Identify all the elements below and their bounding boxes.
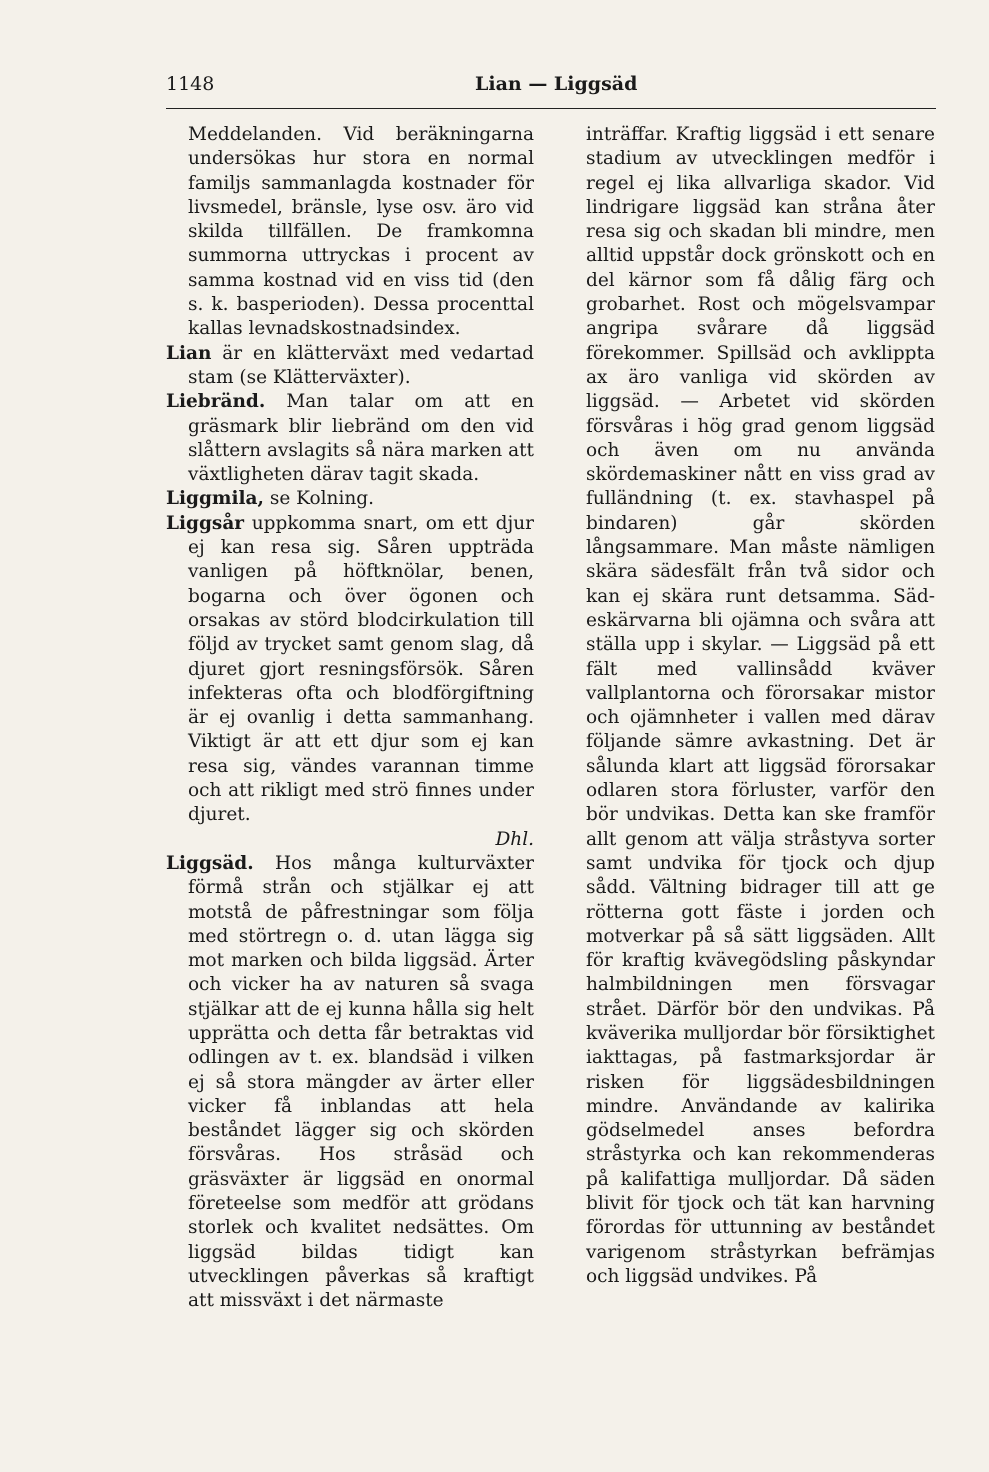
headword: Lian <box>166 342 212 364</box>
entry-text: Hos många kulturväxter förmå strån och stjälkar ej att motstå de påfrestningar som följa med störtregn o. d. utan lägga sig mot marken och bilda liggsäd. Ärter och vicker ha av naturen så svaga stjälkar att de ej kunna hålla sig helt upprätta och detta får betraktas vid odlingen av t. ex. blandsäd i vilken ej så stora mängder av ärter eller vicker få inblandas att hela beståndet lägger sig och skörden försvåras. Hos stråsäd och gräsväxter är liggsäd en onormal företeelse som medför att grödans storlek och kvalitet nedsättes. Om liggsäd bildas tidigt kan utvecklingen påverkas så kraftigt att missväxt i det närmaste <box>188 852 534 1312</box>
entry-text: uppkomma snart, om ett djur ej kan resa sig. Såren uppträda vanligen på höftknölar, benen, bogarna och över ögonen och orsakas av störd blodcirkulation till följd av trycket samt genom slag, då djuret gjort resningsförsök. Såren infekteras ofta och blodförgiftning är ej ovanlig i detta sammanhang. Viktigt är att ett djur som ej kan resa sig, vändes varannan timme och att rikligt med strö finnes under djuret. <box>188 512 534 826</box>
entry-lian <box>166 342 534 391</box>
right-column <box>586 123 935 1289</box>
entry-text: är en klätterväxt med vedartad stam (se Klätterväxter). <box>188 342 534 388</box>
headword: Liebränd. <box>166 391 266 413</box>
page-header <box>166 72 938 102</box>
left-column <box>166 123 534 1314</box>
entry-text: se Kolning. <box>263 488 375 510</box>
entry-text: Man talar om att en gräsmark blir liebränd om den vid slåttern avslagits så nära marken att växtligheten därav tagit skada. <box>188 391 534 486</box>
running-head: Lian — Liggsäd <box>475 73 638 95</box>
entry-liggmila <box>166 487 534 511</box>
continuation-paragraph: Meddelanden. Vid beräkningarna undersökas hur stora en normal familjs sammanlagda kostnader för livsmedel, bränsle, lyse osv. äro vid skilda tillfällen. De framkomna summorna uttryckas i procent av samma kostnad vid en viss tid (den s. k. basperioden). Dessa procenttal kallas levnadskostnadsindex. <box>188 124 534 340</box>
entry-liebrand <box>166 390 534 487</box>
right-column-text: inträffar. Kraftig liggsäd i ett senare stadium av utvecklingen medför i regel ej lika allvarliga skador. Vid lindrigare liggsäd kan stråna åter resa sig och skadan bli mindre, men alltid uppstår dock grönskott och en del kärnor som få dålig färg och grobarhet. Rost och mögelsvampar angripa svårare då liggsäd förekommer. Spillsäd och avklippta ax äro vanliga vid skörden av liggsäd. — Arbetet vid skörden försvåras i hög grad genom liggsäd och även om nu använda skördemaskiner nått en viss grad av fulländning (t. ex. stavhaspel på bindaren) går skörden långsammare. Man måste nämligen skära sädesfält från två sidor och kan ej skära runt detsamma. Sädeskärvarna bli ojämna och svåra att ställa upp i skylar. — Liggsäd på ett fält med vallinsådd kväver vallplantorna och förorsakar mistor och ojämnheter i vallen med därav följande sämre avkastning. Det är sålunda klart att liggsäd förorsakar odlaren stora förluster, varför den bör undvikas. Detta kan ske framför allt genom att välja stråstyva sorter samt undvika för tjock och djup sådd. Vältning bidrager till att ge rötterna gott fäste i jorden och motverkar på så sätt liggsäden. Allt för kraftig kvävegödsling påskyndar halmbildningen men försvagar strået. Därför bör den undvikas. På kväverika mulljordar bör försiktighet iakttagas, på fastmarksjordar är risken för liggsädesbildningen mindre. Användande av kalirika gödselmedel anses befordra stråstyrka och kan rekommenderas på kalifattiga mulljordar. Då säden blivit för tjock och tät kan harvning förordas för uttunning av beståndet varigenom stråstyrkan befrämjas och liggsäd undvikes. På <box>586 124 935 1287</box>
entry-liggsar <box>166 512 534 852</box>
headword: Liggsår <box>166 512 245 534</box>
header-rule <box>166 108 936 109</box>
page-number: 1148 <box>166 73 215 95</box>
headword: Liggmila, <box>166 488 264 510</box>
headword: Liggsäd. <box>166 852 254 874</box>
author-signature: Dhl. <box>495 828 534 850</box>
entry-liggsad <box>166 852 534 1314</box>
